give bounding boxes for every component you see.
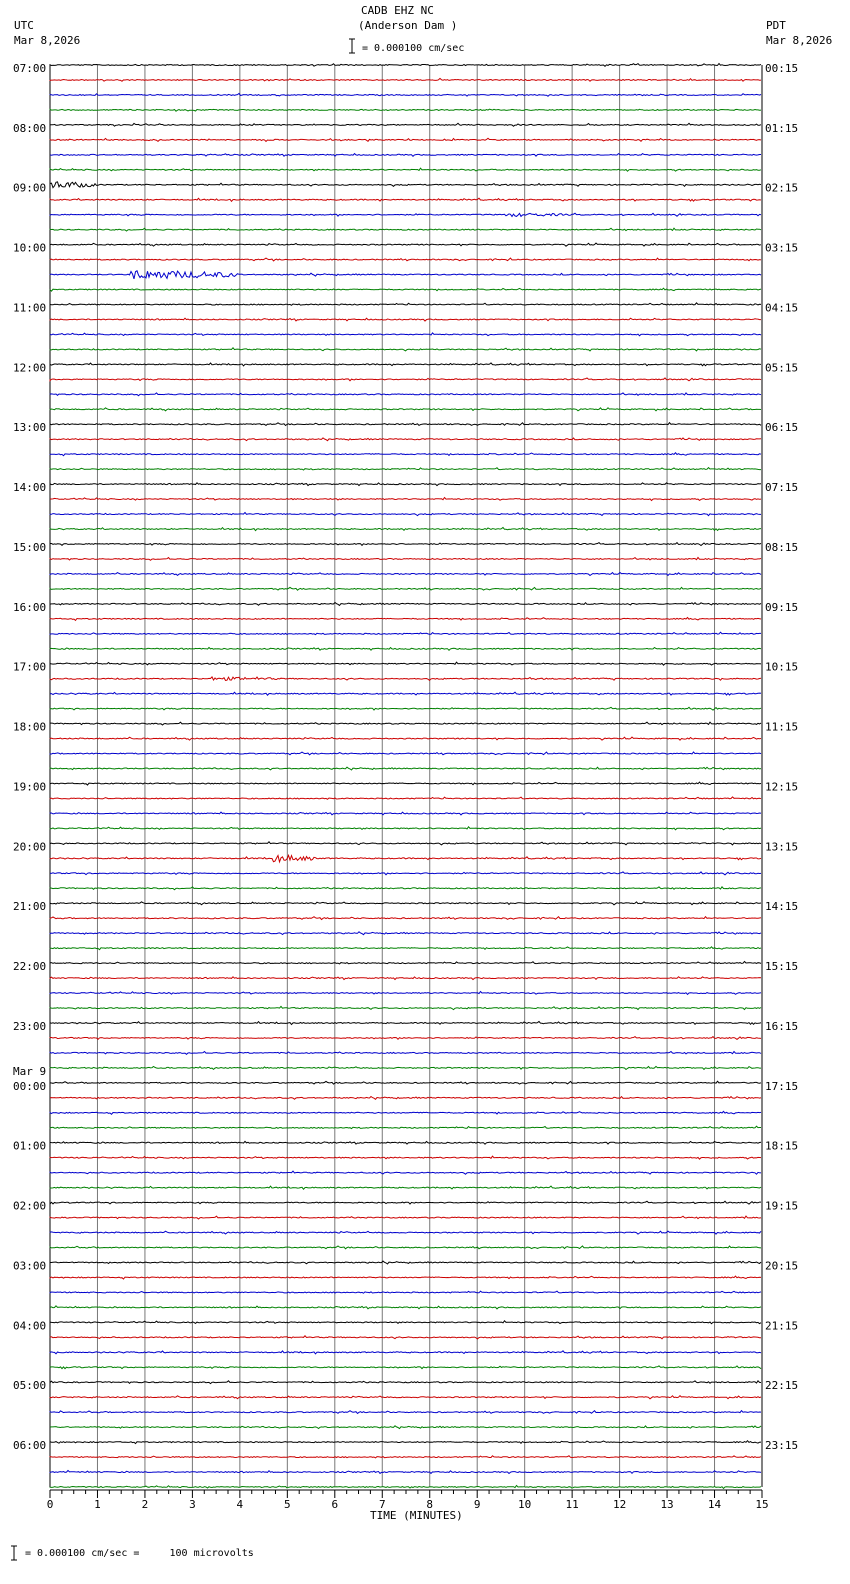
seismic-trace xyxy=(50,363,761,366)
seismic-trace xyxy=(50,1351,761,1354)
seismic-trace xyxy=(50,917,761,920)
seismic-trace xyxy=(50,318,761,321)
seismic-trace xyxy=(50,947,761,950)
seismic-trace xyxy=(50,692,761,695)
seismic-trace xyxy=(50,1006,761,1009)
seismic-trace xyxy=(50,1441,761,1444)
seismic-trace xyxy=(50,962,761,964)
seismic-trace xyxy=(50,977,761,980)
pdt-hour-label: 15:15 xyxy=(765,960,799,974)
seismic-trace xyxy=(50,618,761,621)
pdt-hour-label: 13:15 xyxy=(765,840,799,854)
pdt-hour-label: 23:15 xyxy=(765,1439,799,1453)
footer-scale-text: = 0.000100 cm/sec = 100 microvolts xyxy=(25,1548,254,1559)
x-tick-label: 15 xyxy=(755,1498,769,1511)
pdt-hour-label: 17:15 xyxy=(765,1079,799,1093)
seismic-trace xyxy=(50,1366,761,1369)
seismic-trace xyxy=(50,423,761,426)
seismic-trace xyxy=(50,992,761,995)
seismic-trace xyxy=(50,408,761,411)
seismic-trace xyxy=(50,1156,761,1159)
seismic-trace xyxy=(50,513,761,516)
pdt-hour-label: 06:15 xyxy=(765,421,799,435)
utc-hour-label: 06:00 xyxy=(13,1439,47,1453)
pdt-hour-label: 22:15 xyxy=(765,1379,799,1393)
utc-hour-label: 07:00 xyxy=(13,62,47,75)
seismic-trace xyxy=(50,303,761,305)
seismic-trace xyxy=(50,782,761,785)
seismic-trace xyxy=(50,1201,761,1204)
seismic-trace xyxy=(50,1276,761,1279)
utc-hour-label: 20:00 xyxy=(13,840,47,854)
pdt-hour-label: 09:15 xyxy=(765,600,799,614)
seismic-trace xyxy=(50,228,761,231)
seismic-trace xyxy=(50,887,761,890)
site-name: (Anderson Dam ) xyxy=(358,19,458,32)
seismic-trace xyxy=(50,348,761,351)
seismic-trace xyxy=(50,1456,761,1458)
seismic-trace xyxy=(50,78,761,81)
seismic-trace xyxy=(50,677,761,681)
x-tick-label: 0 xyxy=(46,1498,54,1511)
x-tick-label: 3 xyxy=(189,1498,196,1511)
utc-hour-label: 14:00 xyxy=(13,481,47,495)
seismic-trace xyxy=(50,154,761,157)
seismic-trace xyxy=(50,1022,761,1025)
seismic-trace xyxy=(50,902,761,905)
seismic-trace xyxy=(50,198,761,201)
seismic-trace xyxy=(50,1111,761,1114)
seismic-trace xyxy=(50,737,761,740)
seismic-trace xyxy=(50,932,761,935)
utc-hour-label: 18:00 xyxy=(13,720,47,734)
left-timezone: UTC xyxy=(14,19,34,32)
seismic-trace xyxy=(50,1171,761,1174)
utc-hour-label: 19:00 xyxy=(13,780,47,794)
pdt-hour-label: 19:15 xyxy=(765,1199,799,1213)
pdt-hour-label: 00:15 xyxy=(765,62,799,75)
seismic-trace xyxy=(50,438,761,441)
utc-hour-label: 04:00 xyxy=(13,1319,47,1333)
scale-text: = 0.000100 cm/sec xyxy=(362,43,465,54)
utc-hour-label: 05:00 xyxy=(13,1379,47,1393)
x-tick-label: 5 xyxy=(284,1498,291,1511)
seismic-trace xyxy=(50,138,761,141)
seismic-trace xyxy=(50,543,761,546)
x-axis-title: TIME (MINUTES) xyxy=(370,1509,463,1522)
seismic-trace xyxy=(50,855,761,862)
seismic-trace xyxy=(50,1066,761,1069)
date-change-label: Mar 9 xyxy=(13,1064,47,1078)
seismic-trace xyxy=(50,453,761,456)
pdt-hour-label: 18:15 xyxy=(765,1139,799,1153)
utc-hour-label: 21:00 xyxy=(13,900,47,914)
seismic-trace xyxy=(50,1381,761,1384)
seismic-trace xyxy=(50,378,761,381)
utc-hour-label: 16:00 xyxy=(13,600,47,614)
x-tick-label: 9 xyxy=(473,1498,481,1511)
utc-hour-label: 03:00 xyxy=(13,1259,47,1273)
utc-hour-label: 02:00 xyxy=(13,1199,47,1213)
pdt-hour-label: 01:15 xyxy=(765,121,799,135)
seismic-trace xyxy=(50,1291,761,1293)
seismic-trace xyxy=(50,827,761,830)
utc-hour-label: 17:00 xyxy=(13,660,47,674)
seismic-trace xyxy=(50,1426,761,1429)
utc-hour-label: 00:00 xyxy=(13,1079,47,1093)
seismic-trace xyxy=(50,1081,761,1084)
seismic-trace xyxy=(50,94,761,97)
right-date: Mar 8,2026 xyxy=(766,34,833,47)
seismic-trace xyxy=(50,1336,761,1339)
seismic-trace xyxy=(50,483,761,486)
x-tick-label: 8 xyxy=(426,1498,434,1511)
left-date: Mar 8,2026 xyxy=(14,34,81,47)
seismic-trace xyxy=(50,182,761,188)
seismic-trace xyxy=(50,1471,761,1474)
x-tick-label: 4 xyxy=(236,1498,244,1511)
x-tick-label: 14 xyxy=(707,1498,722,1511)
seismic-trace xyxy=(50,1411,761,1414)
seismic-trace xyxy=(50,271,761,279)
x-tick-label: 12 xyxy=(612,1498,627,1511)
seismic-trace xyxy=(50,393,761,396)
seismic-trace xyxy=(50,123,761,126)
seismic-trace xyxy=(50,1097,761,1100)
seismic-trace xyxy=(50,573,761,576)
x-tick-label: 2 xyxy=(141,1498,149,1511)
utc-hour-label: 01:00 xyxy=(13,1139,47,1153)
seismic-trace xyxy=(50,1037,761,1040)
pdt-hour-label: 07:15 xyxy=(765,481,799,495)
seismic-trace xyxy=(50,842,761,845)
seismic-trace xyxy=(50,662,761,665)
x-tick-label: 13 xyxy=(660,1498,674,1511)
x-tick-label: 10 xyxy=(518,1498,532,1511)
utc-hour-label: 09:00 xyxy=(13,181,47,195)
seismic-trace xyxy=(50,1261,761,1264)
pdt-hour-label: 10:15 xyxy=(765,660,799,674)
seismic-trace xyxy=(50,872,761,875)
utc-hour-label: 22:00 xyxy=(13,960,47,974)
seismic-trace xyxy=(50,648,761,651)
seismic-trace xyxy=(50,528,761,531)
pdt-hour-label: 21:15 xyxy=(765,1319,799,1333)
pdt-hour-label: 04:15 xyxy=(765,301,799,315)
seismic-trace xyxy=(50,1231,761,1234)
utc-hour-label: 08:00 xyxy=(13,121,47,135)
station-title: CADB EHZ NC xyxy=(361,4,434,17)
seismic-trace xyxy=(50,722,761,725)
seismic-trace xyxy=(50,333,761,336)
seismic-trace xyxy=(50,1126,761,1128)
seismic-trace xyxy=(50,707,761,710)
seismic-trace xyxy=(50,1486,761,1489)
seismic-trace xyxy=(50,587,761,590)
seismic-trace xyxy=(50,1216,761,1219)
x-tick-label: 6 xyxy=(331,1498,339,1511)
utc-hour-label: 11:00 xyxy=(13,301,47,315)
pdt-hour-label: 20:15 xyxy=(765,1259,799,1273)
utc-hour-label: 12:00 xyxy=(13,361,47,375)
seismic-trace xyxy=(50,1186,761,1189)
right-timezone: PDT xyxy=(766,19,786,32)
seismic-trace xyxy=(50,752,761,755)
seismic-trace xyxy=(50,468,761,470)
x-tick-label: 11 xyxy=(565,1498,579,1511)
seismic-trace xyxy=(50,243,761,246)
utc-hour-label: 10:00 xyxy=(13,241,47,255)
seismic-trace xyxy=(50,288,761,291)
seismic-trace xyxy=(50,168,761,171)
seismic-trace xyxy=(50,632,761,634)
pdt-hour-label: 12:15 xyxy=(765,780,799,794)
utc-hour-label: 13:00 xyxy=(13,421,47,435)
seismic-trace xyxy=(50,1396,761,1399)
seismic-trace xyxy=(50,1141,761,1144)
pdt-hour-label: 16:15 xyxy=(765,1019,799,1033)
seismic-trace xyxy=(50,109,761,111)
x-tick-label: 7 xyxy=(378,1498,386,1511)
seismic-trace xyxy=(50,558,761,561)
seismic-trace xyxy=(50,498,761,501)
x-tick-label: 1 xyxy=(94,1498,101,1511)
seismic-trace xyxy=(50,767,761,770)
seismic-trace xyxy=(50,812,761,815)
seismic-trace xyxy=(50,1052,761,1055)
seismic-trace xyxy=(50,1246,761,1249)
seismic-trace xyxy=(50,213,761,216)
pdt-hour-label: 02:15 xyxy=(765,181,799,195)
seismic-trace xyxy=(50,797,761,799)
pdt-hour-label: 03:15 xyxy=(765,241,799,255)
seismic-trace xyxy=(50,1306,761,1309)
seismic-trace xyxy=(50,603,761,606)
pdt-hour-label: 11:15 xyxy=(765,720,799,734)
pdt-hour-label: 08:15 xyxy=(765,540,799,554)
pdt-hour-label: 14:15 xyxy=(765,900,799,914)
seismic-trace xyxy=(50,64,761,67)
utc-hour-label: 15:00 xyxy=(13,540,47,554)
seismic-trace xyxy=(50,1321,761,1324)
seismic-trace xyxy=(50,258,761,261)
utc-hour-label: 23:00 xyxy=(13,1019,47,1033)
pdt-hour-label: 05:15 xyxy=(765,361,799,375)
